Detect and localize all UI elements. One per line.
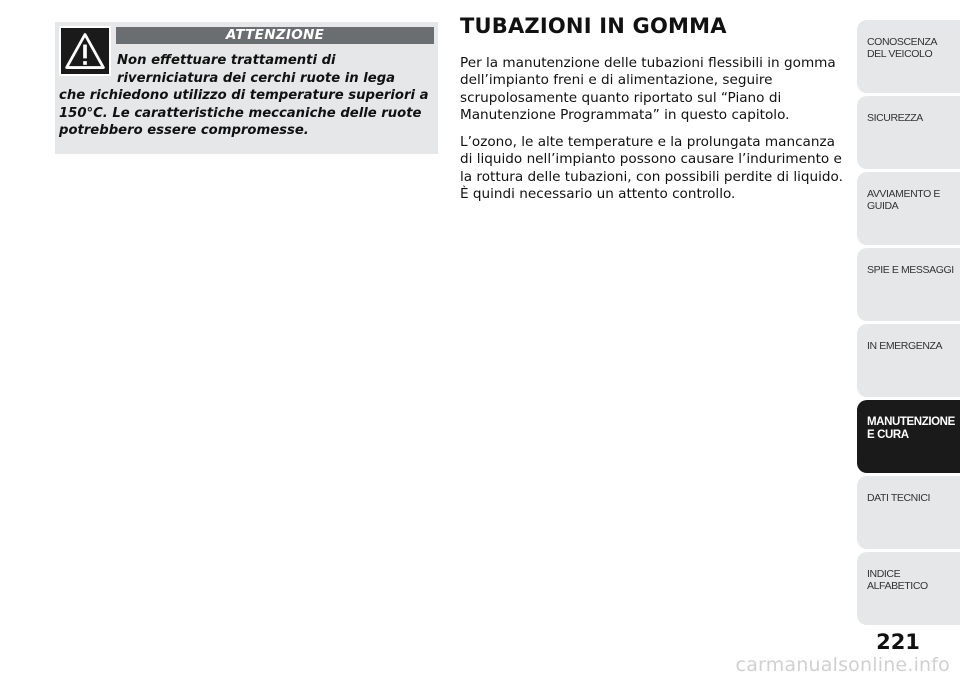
paragraph-2: L’ozono, le alte temperature e la prolungata mancanza di liquido nell’impianto possono causare l’indurimento e la rottura delle tubazioni, con possibili perdite di liquido. È quindi necessario un attento controllo.	[460, 134, 843, 203]
paragraph-1: Per la manutenzione delle tubazioni flessibili in gomma dell’impianto freni e di alimentazione, seguire scrupolosamente quanto riportato sul “Piano di Manutenzione Programmata” in questo capitolo.	[460, 55, 836, 124]
tab-sicurezza[interactable]: SICUREZZA	[857, 96, 960, 169]
tab-avviamento-e-guida[interactable]: AVVIAMENTO E GUIDA	[857, 172, 960, 245]
chapter-tabs	[857, 20, 960, 628]
warning-line-2: riverniciatura dei cerchi ruote in lega	[117, 70, 396, 86]
tab-indice-alfabetico[interactable]: INDICE ALFABETICO	[857, 552, 960, 625]
warning-line-1: Non effettuare trattamenti di	[117, 53, 336, 68]
tab-spie-e-messaggi[interactable]: SPIE E MESSAGGI	[857, 248, 960, 321]
warning-line-rest: che richiedono utilizzo di temperature superiori a 150°C. Le caratteristiche meccaniche delle ruote potrebbero essere compromesse.	[59, 88, 429, 139]
page-number: 221	[876, 630, 920, 654]
section-title: TUBAZIONI IN GOMMA	[460, 14, 727, 38]
watermark: carmanualsonline.info	[735, 654, 950, 676]
tab-conoscenza-del-veicolo[interactable]: CONOSCENZA DEL VEICOLO	[857, 20, 960, 93]
tab-in-emergenza[interactable]: IN EMERGENZA	[857, 324, 960, 397]
tab-manutenzione-e-cura[interactable]: MANUTENZIONE E CURA	[857, 400, 960, 473]
warning-text	[59, 52, 435, 140]
warning-box	[55, 22, 438, 154]
tab-dati-tecnici[interactable]: DATI TECNICI	[857, 476, 960, 549]
warning-header: ATTENZIONE	[116, 27, 434, 44]
